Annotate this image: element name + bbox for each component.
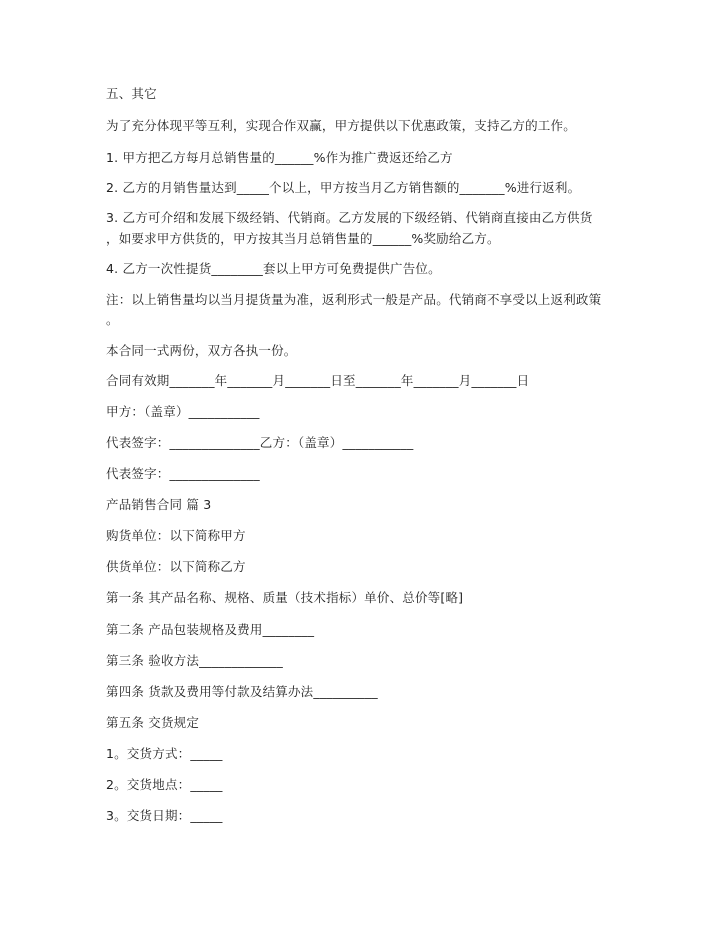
clause-4: 4. 乙方一次性提货________套以上甲方可免费提供广告位。 bbox=[106, 261, 441, 276]
party-a-seal: 甲方：（盖章）___________ bbox=[106, 404, 260, 419]
clause-3-line-1: 3. 乙方可介绍和发展下级经销、代销商。乙方发展的下级经销、代销商直接由乙方供货 bbox=[106, 210, 593, 225]
delivery-method: 1。交货方式：_____ bbox=[106, 746, 223, 761]
delivery-date: 3。交货日期：_____ bbox=[106, 808, 223, 823]
signature-line: 代表签字：______________ bbox=[106, 466, 260, 481]
signature-party-b-seal: 代表签字：______________乙方：（盖章）___________ bbox=[106, 435, 414, 450]
buyer-unit: 购货单位：以下简称甲方 bbox=[106, 528, 246, 543]
clause-2: 2. 乙方的月销售量达到_____个以上，甲方按当月乙方销售额的_______%进行返利。 bbox=[106, 180, 581, 195]
section-heading-five: 五、其它 bbox=[106, 86, 157, 101]
clause-3-line-2: ，如要求甲方供货的，甲方按其当月总销售量的______%奖励给乙方。 bbox=[106, 231, 500, 246]
supplier-unit: 供货单位：以下简称乙方 bbox=[106, 559, 246, 574]
validity-period: 合同有效期_______年_______月_______日至_______年_______月_______日 bbox=[106, 373, 530, 388]
note-line-1: 注：以上销售量均以当月提货量为准，返利形式一般是产品。代销商不享受以上返利政策 bbox=[106, 292, 602, 307]
copies-statement: 本合同一式两份，双方各执一份。 bbox=[106, 343, 297, 358]
contract-title: 产品销售合同 篇 3 bbox=[106, 497, 212, 512]
article-4: 第四条 货款及费用等付款及结算办法__________ bbox=[106, 684, 378, 699]
clause-1: 1. 甲方把乙方每月总销售量的______%作为推广费返还给乙方 bbox=[106, 150, 453, 165]
paragraph-intro: 为了充分体现平等互利，实现合作双赢，甲方提供以下优惠政策，支持乙方的工作。 bbox=[106, 118, 576, 133]
delivery-location: 2。交货地点：_____ bbox=[106, 777, 223, 792]
article-5: 第五条 交货规定 bbox=[106, 715, 200, 730]
article-2: 第二条 产品包装规格及费用________ bbox=[106, 622, 315, 637]
note-line-2: 。 bbox=[106, 312, 119, 327]
article-1: 第一条 其产品名称、规格、质量（技术指标）单价、总价等[略] bbox=[106, 590, 464, 605]
article-3: 第三条 验收方法_____________ bbox=[106, 653, 283, 668]
